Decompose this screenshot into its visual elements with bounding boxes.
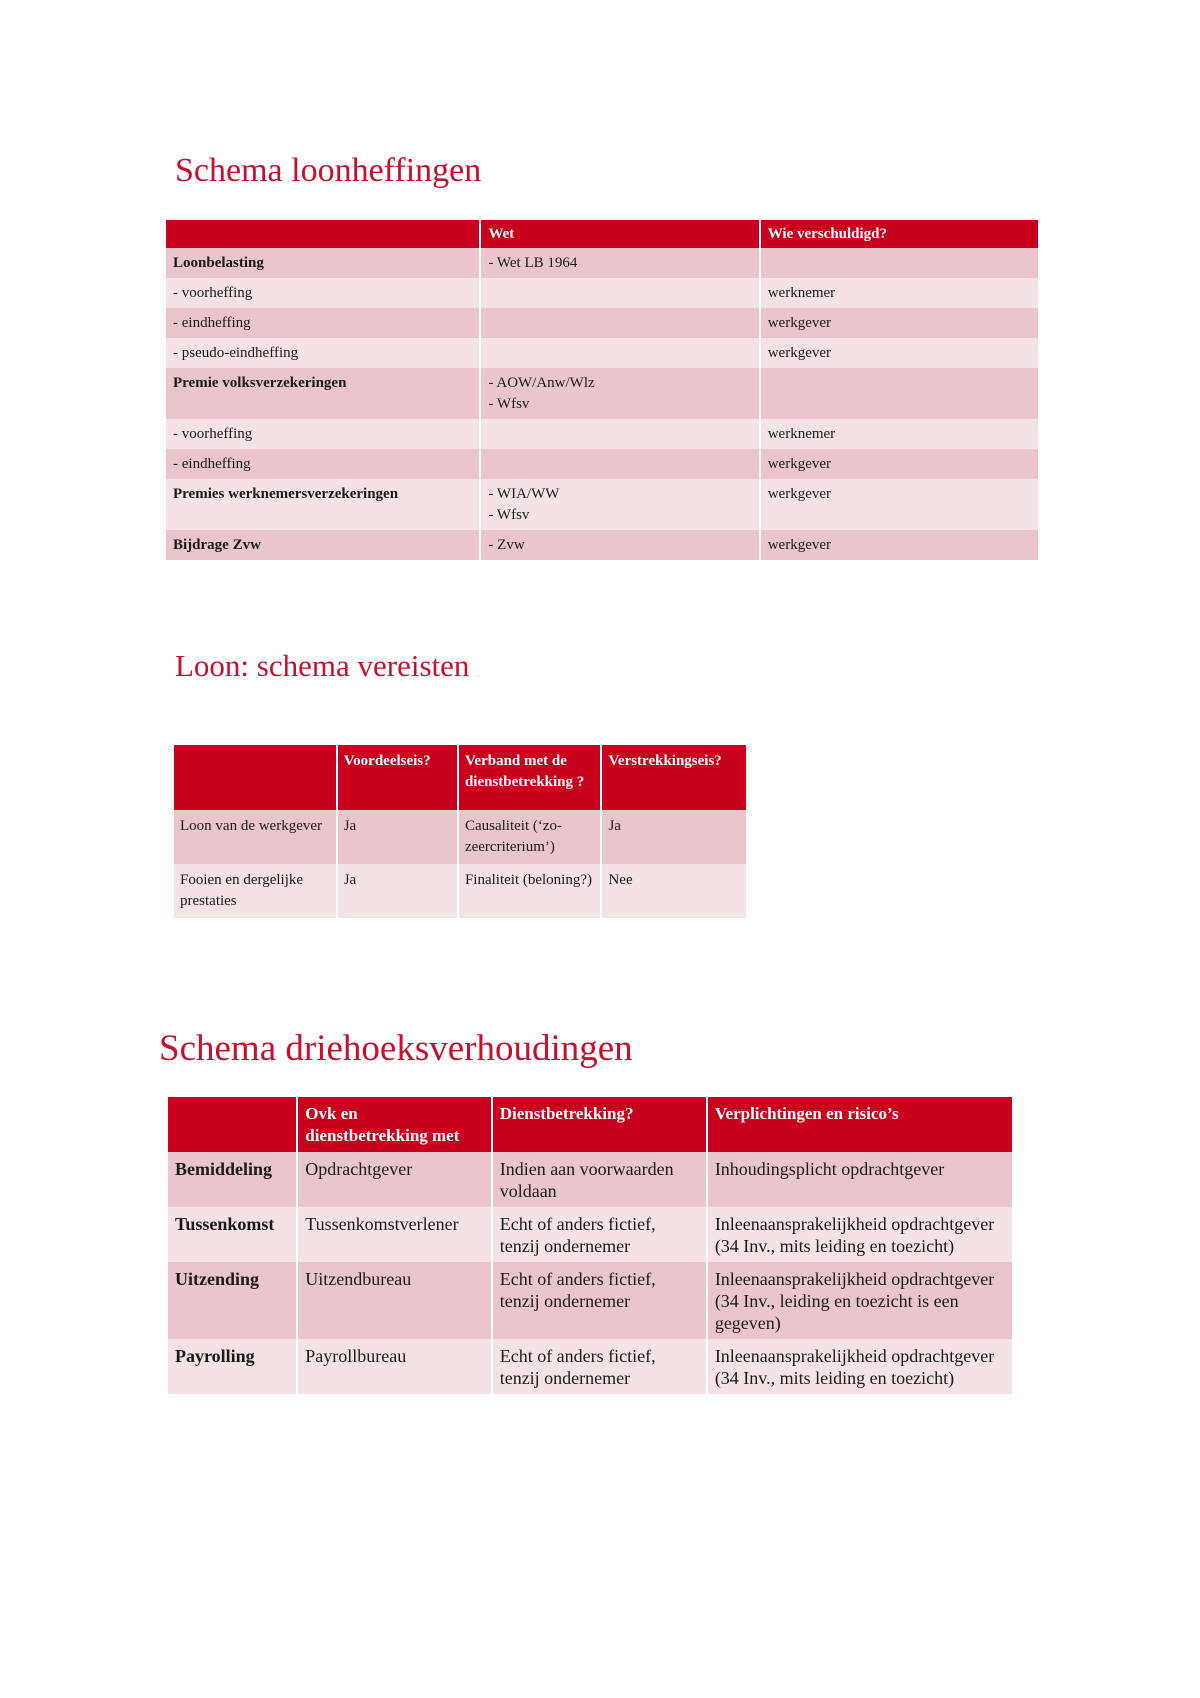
row-label: - eindheffing — [166, 449, 479, 479]
verband-cell: Finaliteit (beloning?) — [459, 864, 601, 918]
ovk-cell: Opdrachtgever — [298, 1152, 490, 1207]
row-label: Loonbelasting — [166, 248, 479, 278]
header-verstrekkingseis: Verstrekkingseis? — [602, 745, 746, 810]
verstrekkingseis-cell: Ja — [602, 810, 746, 864]
ovk-cell: Tussenkomstverlener — [298, 1207, 490, 1262]
header-verplichtingen: Verplichtingen en risico’s — [708, 1097, 1012, 1152]
verschuldigd-cell — [761, 368, 1038, 419]
table-loonheffingen — [164, 220, 1040, 560]
dienstbetrekking-cell: Echt of anders fictief, tenzij ondernemer — [493, 1207, 706, 1262]
wet-line: - Wfsv — [488, 396, 530, 412]
ovk-cell: Payrollbureau — [298, 1339, 490, 1394]
verschuldigd-cell: werkgever — [761, 338, 1038, 368]
table-row — [168, 1152, 1012, 1207]
verschuldigd-cell: werkgever — [761, 449, 1038, 479]
voordeelseis-cell: Ja — [338, 810, 457, 864]
table-row — [166, 248, 1038, 278]
header-wie-verschuldigd: Wie verschuldigd? — [761, 220, 1038, 248]
wet-line: - Wfsv — [488, 507, 530, 523]
verstrekkingseis-cell: Nee — [602, 864, 746, 918]
wet-cell — [481, 308, 758, 338]
table-header-row — [174, 745, 746, 810]
wet-line: - AOW/Anw/Wlz — [488, 375, 595, 391]
table-row — [166, 419, 1038, 449]
table-driehoeksverhoudingen — [166, 1097, 1014, 1394]
wet-cell — [481, 338, 758, 368]
header-voordeelseis: Voordeelseis? — [338, 745, 457, 810]
dienstbetrekking-cell: Echt of anders fictief, tenzij ondernemer — [493, 1262, 706, 1339]
table-row — [168, 1207, 1012, 1262]
title-driehoeksverhoudingen: Schema driehoeksverhoudingen — [159, 1028, 633, 1069]
row-label: - pseudo-eindheffing — [166, 338, 479, 368]
header-empty — [168, 1097, 296, 1152]
title-loon-vereisten: Loon: schema vereisten — [175, 648, 470, 683]
row-label: Tussenkomst — [168, 1207, 296, 1262]
row-label: - eindheffing — [166, 308, 479, 338]
row-label: Bemiddeling — [168, 1152, 296, 1207]
table-row — [166, 530, 1038, 560]
table-row — [166, 479, 1038, 530]
header-wet: Wet — [481, 220, 758, 248]
row-label: Bijdrage Zvw — [166, 530, 479, 560]
header-verband: Verband met de dienstbetrekking ? — [459, 745, 601, 810]
row-label: Fooien en dergelijke prestaties — [174, 864, 336, 918]
verplichtingen-cell: Inleenaansprakelijkheid opdrachtgever (34 Inv., mits leiding en toezicht) — [708, 1207, 1012, 1262]
voordeelseis-cell: Ja — [338, 864, 457, 918]
table-row — [166, 278, 1038, 308]
verplichtingen-cell: Inhoudingsplicht opdrachtgever — [708, 1152, 1012, 1207]
header-empty — [174, 745, 336, 810]
table-row — [166, 338, 1038, 368]
table-row — [174, 810, 746, 864]
row-label: Payrolling — [168, 1339, 296, 1394]
wet-line: - WIA/WW — [488, 486, 560, 502]
verschuldigd-cell: werkgever — [761, 479, 1038, 530]
table-row — [166, 449, 1038, 479]
verschuldigd-cell: werkgever — [761, 530, 1038, 560]
table-row — [174, 864, 746, 918]
table-row — [168, 1262, 1012, 1339]
wet-cell — [481, 368, 758, 419]
header-empty — [166, 220, 479, 248]
wet-line: - Wet LB 1964 — [488, 255, 578, 271]
row-label: - voorheffing — [166, 278, 479, 308]
header-ovk: Ovk en dienstbetrekking met — [298, 1097, 490, 1152]
table-header-row — [168, 1097, 1012, 1152]
row-label: Uitzending — [168, 1262, 296, 1339]
table-row — [168, 1339, 1012, 1394]
wet-cell — [481, 449, 758, 479]
dienstbetrekking-cell: Indien aan voorwaarden voldaan — [493, 1152, 706, 1207]
table-loon-vereisten — [172, 745, 748, 918]
table-header-row — [166, 220, 1038, 248]
table-row — [166, 308, 1038, 338]
header-dienstbetrekking: Dienstbetrekking? — [493, 1097, 706, 1152]
verschuldigd-cell — [761, 248, 1038, 278]
verband-cell: Causaliteit (‘zo-zeercriterium’) — [459, 810, 601, 864]
wet-line: - Zvw — [488, 537, 525, 553]
ovk-cell: Uitzendbureau — [298, 1262, 490, 1339]
wet-cell — [481, 278, 758, 308]
table-row — [166, 368, 1038, 419]
wet-cell — [481, 248, 758, 278]
verplichtingen-cell: Inleenaansprakelijkheid opdrachtgever (34 Inv., mits leiding en toezicht) — [708, 1339, 1012, 1394]
verschuldigd-cell: werkgever — [761, 308, 1038, 338]
row-label: Loon van de werkgever — [174, 810, 336, 864]
title-loonheffingen: Schema loonheffingen — [175, 152, 482, 189]
row-label: Premies werknemersverzekeringen — [166, 479, 479, 530]
wet-cell — [481, 530, 758, 560]
row-label: Premie volksverzekeringen — [166, 368, 479, 419]
verschuldigd-cell: werknemer — [761, 278, 1038, 308]
row-label: - voorheffing — [166, 419, 479, 449]
verplichtingen-cell: Inleenaansprakelijkheid opdrachtgever (34 Inv., leiding en toezicht is een gegeven) — [708, 1262, 1012, 1339]
wet-cell — [481, 479, 758, 530]
verschuldigd-cell: werknemer — [761, 419, 1038, 449]
wet-cell — [481, 419, 758, 449]
dienstbetrekking-cell: Echt of anders fictief, tenzij ondernemer — [493, 1339, 706, 1394]
